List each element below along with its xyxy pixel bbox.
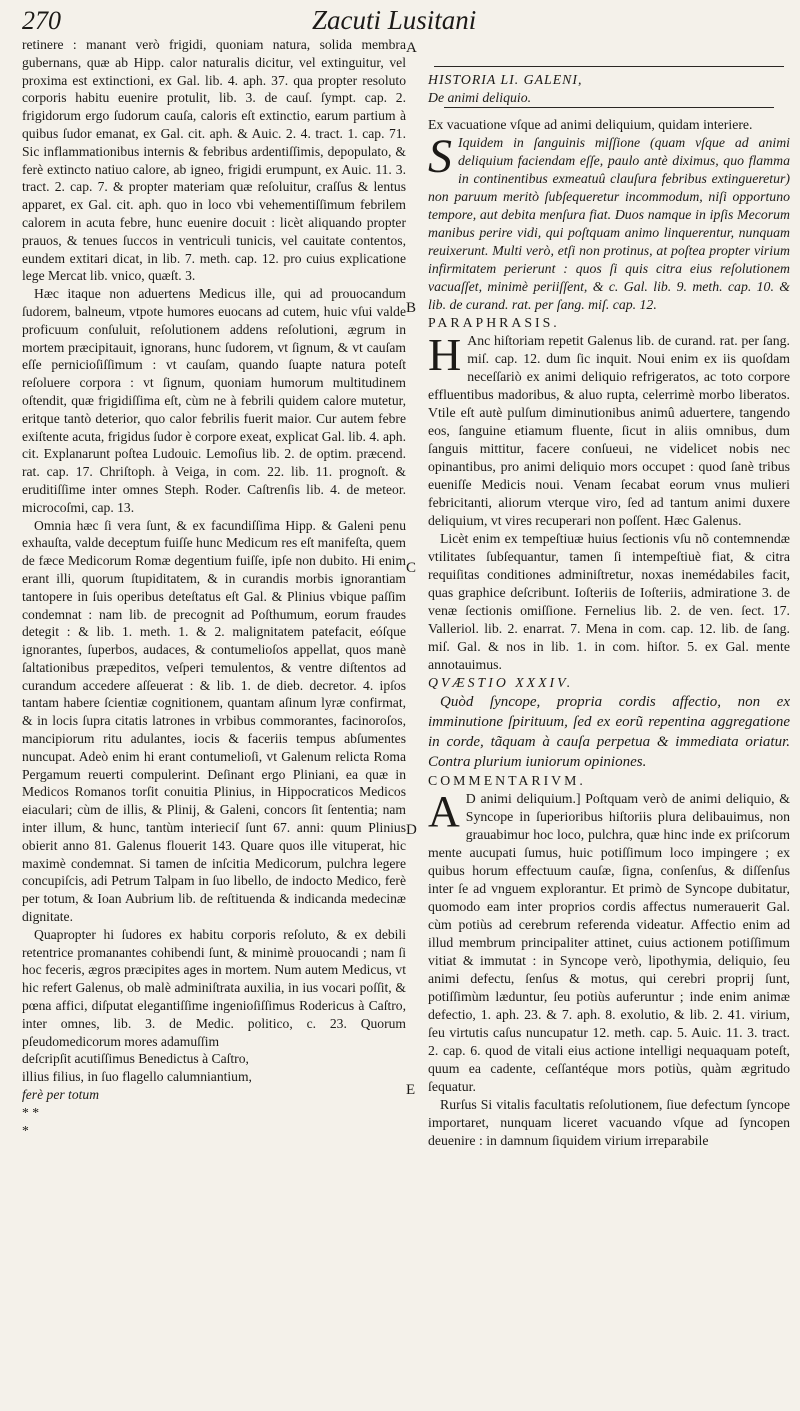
page-header — [0, 0, 800, 40]
quaestio-heading: QVÆSTIO XXXIV. — [428, 675, 574, 690]
left-paragraph-4: Quapropter hi ſudores ex habitu corporis reſoluto, & ex debili retentrice promanantes cohibendi ſunt, & minimè prouocandi ; nam ſi hoc feceris, ægros præcipites ages in mortem. Num autem Medicus, vt hic refert Galenus, ob malè adminiſtrata auxilia, in ius vocari poſſit, & pœna affici, diſputat elegantiſſime ingenioſiſſimus Rodericus à Caſtro, inter omnes, lib. 3. de Medic. politico, c. 23. Quorum pſeudomedicorum mores adamuſſim — [22, 926, 406, 1049]
history-title: HISTORIA LI. GALENI, — [428, 72, 583, 87]
quaestio-text: Quòd ſyncope, propria cordis affectio, non ex imminutione ſpirituum, ſed ex eorũ repentina aggregatione in corde, tãquam à cauſa perpetua & immediata oriatur. Contra plurium iuniorum opiniones. — [428, 694, 790, 770]
divider-rule — [444, 107, 774, 108]
history-subtitle: De animi deliquio. — [428, 90, 532, 105]
margin-letter-b: B — [406, 300, 417, 316]
margin-letter-a: A — [406, 40, 417, 56]
closing-line-3: ferè per totum — [22, 1087, 100, 1103]
drop-cap: A — [428, 787, 460, 836]
paraphrasis-text-2: Licèt enim ex tempeſtiuæ huius ſectionis vſu nõ contemnendæ vtilitates ſubſequantur, tamen ſi intempeſtiuè fiat, & citra requiſitas conditiones adminiſtretur, noxas inemédabiles facit, quas graphice deſcribunt. Ioſteriis de Ioſteriis, admiratione 3. de venæ ſectionis omiſſione. Fernelius lib. 2. de ven. ſect. 17. Valleriol. lib. 2. enarrat. 7. Mena in com. cap. 12. lib. de ſang. miſ. Gal. & nos in lib. 1. in com. hiſtor. 5. ex Gal. mente annotauimus. — [428, 531, 790, 672]
closing-line-1: deſcripſit acutiſſimus Benedictus à Caſtro, — [22, 1051, 249, 1067]
history-heading: Ex vacuatione vſque ad animi deliquium, quidam interiere. — [428, 117, 753, 132]
asterism-top: * * — [22, 1104, 39, 1120]
drop-cap: H — [428, 329, 462, 380]
paraphrasis-body: Anc hiſtoriam repetit Galenus lib. de curand. rat. per ſang. miſ. cap. 12. dum ſic inquit. Noui enim ex iis quoſdam neceſſariò ex animi deliquio refrigeratos, ac toto corpore effluentibus madoribus, & aluo rupta, celerrimè morbo liberatos. Vtile eſt autè pulſum diminutionibus animû aduertere, tangendo eos, ſanguine etiamum fluente, ſicut in aliis omnibus, dum ſanguis mittitur, facere conſueui, ne videlicet nobis nec opinantibus, pro animi deliquio mors occupet : quod ſanè tribus eueniſſe Medicis noui. Venam ſecabat eorum vnus mulieri febricitanti, aliorum vterque viro, ſed ad tantum animi duxere deliquium, vt vires recuperari non poſſent. Hæc Galenus. — [428, 333, 790, 528]
history-text — [428, 130, 790, 314]
commentarium-body: D animi deliquium.] Poſtquam verò de animi deliquio, & Syncope in ſuperioribus hiſtoriis plura delibauimus, non grauabimur hoc loco, pulchra, quæ hinc inde ex priſcorum mente aucupati ſumus, huic potiſſimum loco impingere ; ex quibus horum effectuum cauſæ, ſigna, conſenſus, & diſſenſus inter ſe ad vnguem explorantur. Et primò de Syncope dubitatur, quomodo eam inter proprios cordis affectus numerauerit Gal. cùm potiùs ad cerebrum referenda videatur. Affectio enim ad illud membrum principaliter attinet, cuius actionem potiſſimum vitiat & immutat : in Syncope verò, lipothymia, deliquio, ſeu animi defectu, ſenſus & motus, qui cerebri proprij ſunt, potiſſimùm læduntur, ſeu potiùs auferuntur ; inde enim animæ defectio, 1. aph. 23. & 7. aph. 8. exolutio, & lib. 2. 41. virium, ſeu virtutis caſus nuncupatur 12. meth. cap. 5. Auic. 11. 3. tract. 2. cap. 6. quod de vitali eius actione intelligi nequaquam poteſt, quum ea cadente, ceſſantéque mors potiùs, quàm ægritudo ſequatur. — [428, 791, 790, 1094]
commentarium-heading: COMMENTARIVM. — [428, 773, 586, 788]
asterism-bottom: * — [22, 1122, 29, 1138]
commentarium-text — [428, 787, 790, 1096]
left-paragraph-2: Hæc itaque non aduertens Medicus ille, qui ad prouocandum ſudorem, balneum, vtpote humores euocans ad cutem, huic vſui valde proficuum conſuluit, reſolutionem addens reſolutioni, ægrum in mortem præcipitauit, ignorans, hunc ſudorem, vt ſignum, & vt cauſam eſſe pernicioſiſſimum : vt cauſam, quando ſuapte natura poteſt reſoluere corpora : vt ſignum, quoniam humorum multitudinem oſtendit, quæ frigidiſſima eſt, cùm ne à febrili quidem calore mutetur, eritque tantò deterior, quo calor febrilis fuerit maior. Cur autem febre exiſtente acuta, frigidus ſudor è corpore exeat, explicat Gal. lib. 4. aph. cit. Explanarunt poſtea Ludouic. Lemoſius lib. 2. de optim. præcend. rat. cap. 17. Chriſtoph. à Veiga, in com. 22. lib. 11. prognoſt. & eruditiſſime inter omnes Steph. Roder. Caſtrenſis lib. 4. de meteor. microcoſmi, cap. 13. — [22, 286, 406, 515]
paraphrasis-text — [428, 329, 790, 530]
left-column — [22, 36, 406, 1139]
history-body: Iquidem in ſanguinis miſſione (quam vſque ad animi deliquium faciendam eſſe, paulo antè diximus, quo flamma in continentibus exmeatuû clauſura febribus extingueretur) non paruum meritò ſubſequeretur incommodum, niſi opportuno tempore, aut debita menſura fiat. Duos namque in ipſis Mecorum manibus perire vidi, qui poſtquam animo linquerentur, nunquam reuixerunt. Multi verò, etſi non protinus, at poſtea propter virium infirmitatem perierunt : quos ſi quis citra eius reſolutionem vacuaſſet, minimè periiſſent, & c. Gal. lib. 9. meth. cap. 10. & lib. de curand. rat. per ſang. miſ. cap. 12. — [428, 135, 790, 312]
running-head: Zacuti Lusitani — [312, 5, 477, 35]
left-paragraph-1: retinere : manant verò frigidi, quoniam natura, solida membra gubernans, quæ ab Hipp. calor naturalis dicitur, vel extinguitur, vel proxima est extinctioni, ex Gal. lib. 4. aph. 37. qua propter resoluto corporis habitu euenire protulit, lib. 3. de cauſ. ſympt. cap. 2. frigidorum ergo ſudorum cauſa, caloris eſt extinctio, earum partium à quibus ſudor emanat, ex Gal. cit. aph. & Auic. 2. 4. tract. 1. cap. 71. Sic inflammationibus internis & febribus ardentiſſimis, depopulato, & ferè extincto natiuo calore, ab igneo, frigidi erumpunt, ex Auic. 11. 3. tract. 2. cap. 7. & propter materiam quæ reſoluitur, craſſus & lentus apparet, ex Gal. cit. aph. quo in loco vbi vehementiſſimum febrilem calorem in acuta febre, hunc euenire docuit : licèt aliquando propter prauos, & tenues ſuccos in ventriculi tunicis, vel cauitate contentos, eundem extitari dicat, in lib. 7. meth. cap. 12. pro cuius explicatione lege Mercat lib. vnico, quæſt. 3. — [22, 37, 406, 284]
margin-letter-e: E — [406, 1082, 416, 1098]
margin-letter-c: C — [406, 560, 417, 576]
margin-letter-d: D — [406, 822, 417, 838]
drop-cap: S — [428, 130, 452, 183]
commentarium-text-2: Rurſus Si vitalis facultatis reſolutionem, ſiue defectum ſyncope importaret, nunquam liceret vacuando vſque ad ſyncopen deuenire : in damnum ſiquidem virium irreparabile — [428, 1097, 790, 1148]
right-column — [428, 36, 790, 1150]
closing-line-2: illius filius, in ſuo flagello calumniantium, — [22, 1069, 252, 1085]
page-number: 270 — [22, 6, 61, 35]
left-paragraph-3: Omnia hæc ſi vera ſunt, & ex facundiſſima Hipp. & Galeni penu exhauſta, valde deceptum fuiſſe hunc Medicum res eſt manifeſta, quem de fæce Medicorum Romæ degentium fuiſſe, ipſe non dubito. Hi enim erant illi, quorum ſtupiditatem, & in curandis morbis ignorantiam tantopere in ſuis operibus deteſtatus eſt Gal. & Plinius vbique paſſim condemnat : nam lib. de precognit ad Poſthumum, eorum fraudes detegit : & lib. 1. meth. 1. & 2. malignitatem patefacit, eóſque ignorantes, ſuperbos, audaces, & contumelioſos appellat, quos manè ſaltationibus præpeditos, veſperi temulentos, & ventre diſtentos ad curandum accedere aſſeuerat : & lib. 1. de dieb. decretor. 4. ipſos tantam habere ſcientiæ cognitionem, quantam aſinum lyræ confirmat, & in locis ſupra citatis latrones in vrbibus commorantes, facinoroſos, mancipiorum ritu adulantes, iocis & faceriis tempus abſumentes nuncupat. Adeò enim hi erant contumelioſi, vt Galenum relicta Roma Pergamum reuerti compulerint. Deſinant ergo Pliniani, ea quæ in Medicos Romanos torſit conuitia Plinius, in Hippocraticos Medicos eiaculari; cùm de illis, & Plinij, & Galeni, concors ſit ſententia; nam inter illum, & hunc, tantùm interieciſ ſunt 67. anni: quum Plinius obierit anno 81. Galenus flouerit 143. Quare quos ille vituperat, hic maximè condemnat. Si tamen de inſcitia Medicorum, pulchra legere concupiſcis, adi Petrum Talpam in ſuo libello, de indocto Medico, ferè per totum, & Ioan Aubrium lib. de reſtituenda & indicanda medecinæ dignitate. — [22, 517, 406, 925]
paraphrasis-heading: PARAPHRASIS. — [428, 315, 560, 330]
divider-rule — [434, 66, 784, 67]
